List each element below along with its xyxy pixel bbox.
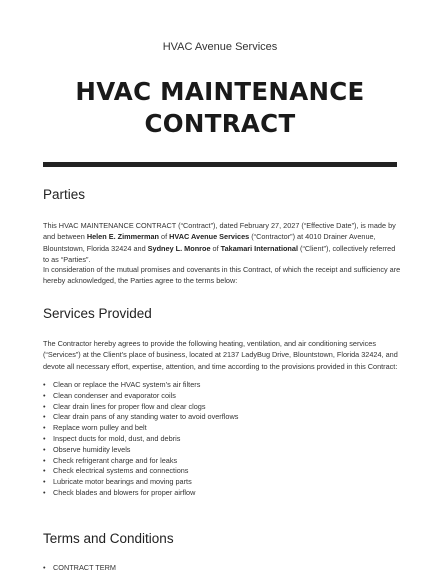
list-item: • Check refrigerant charge and for leaks	[43, 456, 238, 467]
list-item: • Observe humidity levels	[43, 445, 238, 456]
services-heading: Services Provided	[43, 306, 152, 321]
client-company: Takamari International	[220, 243, 298, 253]
list-item: • Inspect ducts for mold, dust, and debris	[43, 434, 238, 445]
list-item: • CONTRACT TERM	[43, 563, 116, 574]
terms-list	[43, 563, 116, 574]
title-divider	[43, 162, 397, 167]
list-item: • Clear drain lines for proper flow and clear clogs	[43, 402, 238, 413]
list-item: • Clean condenser and evaporator coils	[43, 391, 238, 402]
services-list	[43, 380, 238, 499]
list-item: • Clear drain pans of any standing water to avoid overflows	[43, 412, 238, 423]
client-person: Sydney L. Monroe	[147, 243, 211, 253]
title-line-1: HVAC MAINTENANCE	[75, 77, 365, 106]
list-item: • Replace worn pulley and belt	[43, 423, 238, 434]
list-item: • Check electrical systems and connections	[43, 466, 238, 477]
contractor-person: Helen E. Zimmerman	[86, 232, 160, 242]
contractor-company: HVAC Avenue Services	[169, 232, 250, 242]
title-line-2: CONTRACT	[144, 109, 296, 138]
services-intro-paragraph: The Contractor hereby agrees to provide the following heating, ventilation, and air conditioning services (“Services”) at the Client’s place of business, located at 2137 LadyBug Drive, Blountstown, Florida 32424, and devote all necessary effort, expertise, attention, and time according to the provisions provided in this Contract:	[43, 339, 398, 371]
list-item: • Clean or replace the HVAC system’s air filters	[43, 380, 238, 391]
list-item: • Check blades and blowers for proper airflow	[43, 488, 238, 499]
company-name: HVAC Avenue Services	[162, 41, 278, 53]
consideration-paragraph: In consideration of the mutual promises and covenants in this Contract, of which the receipt and sufficiency are hereby acknowledged, the Parties agree to the terms below:	[43, 265, 401, 286]
parties-paragraph: This HVAC MAINTENANCE CONTRACT (“Contract”), dated February 27, 2027 (“Effective Date”), is made by and between Helen E. Zimmerman of HVAC Avenue Services (“Contractor”) at 4010 Drainer Avenue, Blountstown, Florida 32424 and Sydney L. Monroe of Takamari International (“Client”), collectively referred to as “Parties”.	[43, 221, 396, 265]
terms-heading: Terms and Conditions	[43, 531, 174, 546]
document-title	[0, 76, 440, 140]
parties-heading: Parties	[43, 187, 86, 202]
list-item: • Lubricate motor bearings and moving parts	[43, 477, 238, 488]
